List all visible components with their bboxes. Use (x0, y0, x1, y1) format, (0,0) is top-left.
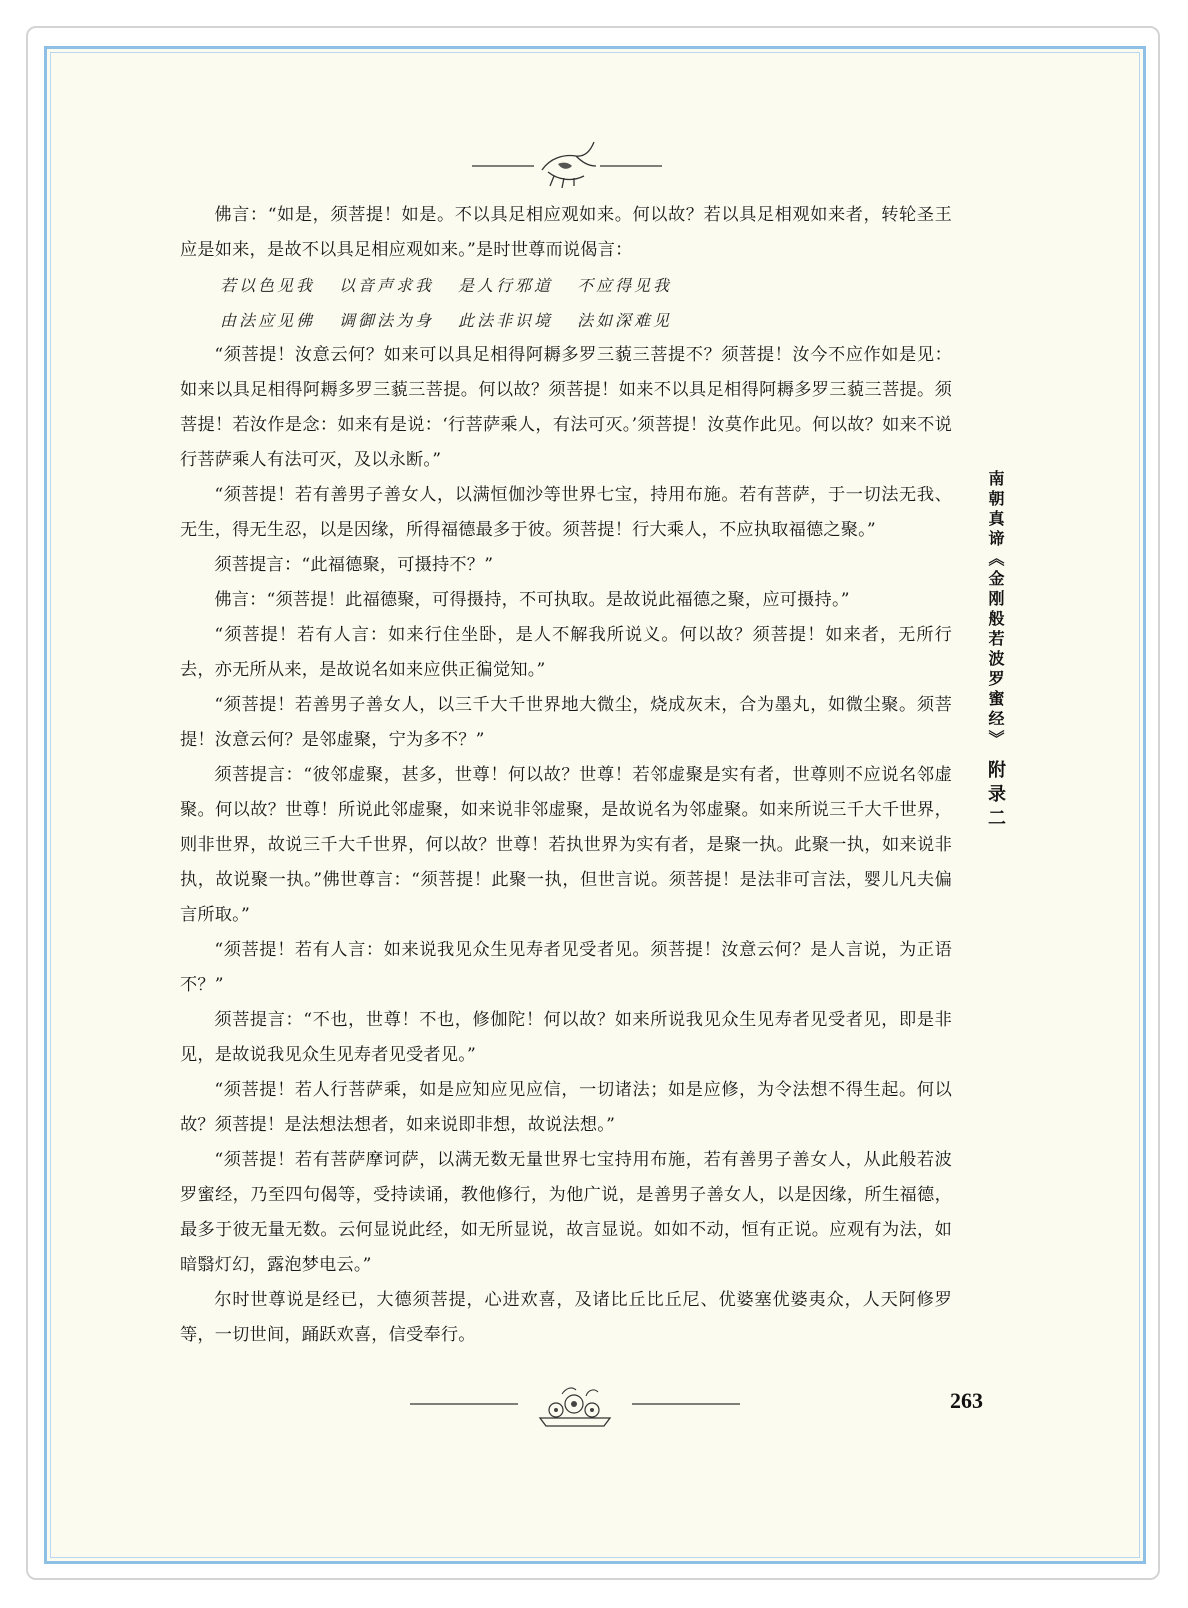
paragraph: “须菩提！若有人言：如来说我见众生见寿者见受者见。须菩提！汝意云何？是人言说，为正语不？” (180, 940, 952, 995)
main-text (180, 198, 952, 1353)
verse-line (180, 303, 952, 338)
verse-phrase: 调御法为身 (339, 311, 435, 330)
hand-ornament-icon (472, 136, 662, 192)
flower-basket-ornament-icon (410, 1380, 740, 1430)
page-number: 263 (950, 1388, 983, 1413)
verse-phrase: 是人行邪道 (458, 276, 554, 295)
paragraph: “须菩提！若有人言：如来行住坐卧，是人不解我所说义。何以故？须菩提！如来者，无所行去，亦无所从来，是故说名如来应供正徧觉知。” (180, 625, 952, 680)
paragraph: 须菩提言：“不也，世尊！不也，修伽陀！何以故？如来所说我见众生见寿者见受者见，即是非见，是故说我见众生见寿者见受者见。” (180, 1010, 952, 1065)
verse-line (180, 268, 952, 303)
verse-phrase: 由法应见佛 (220, 311, 316, 330)
paragraph: 须菩提言：“彼邻虚聚，甚多，世尊！何以故？世尊！若邻虚聚是实有者，世尊则不应说名邻虚聚。何以故？世尊！所说此邻虚聚，如来说非邻虚聚，是故说名为邻虚聚。如来所说三千大千世界，则非世界，故说三千大千世界，何以故？世尊！若执世界为实有者，是聚一执。此聚一执，如来说非执，故说聚一执。”佛世尊言：“须菩提！此聚一执，但世言说。须菩提！是法非可言法，婴儿凡夫偏言所取。” (180, 765, 952, 925)
paragraph: “须菩提！若有善男子善女人，以满恒伽沙等世界七宝，持用布施。若有菩萨，于一切法无我、无生，得无生忍，以是因缘，所得福德最多于彼。须菩提！行大乘人，不应执取福德之聚。” (180, 485, 952, 540)
verse-phrase: 不应得见我 (577, 276, 673, 295)
side-appendix-label: 附录二 (985, 760, 1006, 832)
paragraph: “须菩提！若人行菩萨乘，如是应知应见应信，一切诸法；如是应修，为令法想不得生起。何以故？须菩提！是法想法想者，如来说即非想，故说法想。” (180, 1080, 952, 1135)
paragraph: “须菩提！若善男子善女人，以三千大千世界地大微尘，烧成灰末，合为墨丸，如微尘聚。须菩提！汝意云何？是邻虚聚，宁为多不？” (180, 695, 952, 750)
paragraph: “须菩提！汝意云何？如来可以具足相得阿耨多罗三藐三菩提不？须菩提！汝今不应作如是见：如来以具足相得阿耨多罗三藐三菩提。何以故？须菩提！如来不以具足相得阿耨多罗三藐三菩提。须菩提！若汝作是念：如来有是说：‘行菩萨乘人，有法可灭。’须菩提！汝莫作此见。何以故？如来不说行菩萨乘人有法可灭，及以永断。” (180, 345, 952, 470)
verse-phrase: 法如深难见 (577, 311, 673, 330)
verse-phrase: 此法非识境 (458, 311, 554, 330)
paragraph: 尔时世尊说是经已，大德须菩提，心进欢喜，及诸比丘比丘尼、优婆塞优婆夷众，人天阿修罗等，一切世间，踊跃欢喜，信受奉行。 (180, 1290, 952, 1345)
side-book-title: 南朝真谛《金刚般若波罗蜜经》 (986, 470, 1005, 750)
verse-phrase: 若以色见我 (220, 276, 316, 295)
paragraph: 须菩提言：“此福德聚，可摄持不？” (214, 555, 494, 575)
paragraph: 佛言：“如是，须菩提！如是。不以具足相应观如来。何以故？若以具足相观如来者，转轮圣王应是如来，是故不以具足相应观如来。”是时世尊而说偈言： (180, 205, 952, 260)
paragraph: 佛言：“须菩提！此福德聚，可得摄持，不可执取。是故说此福德之聚，应可摄持。” (214, 590, 850, 610)
paragraph: “须菩提！若有菩萨摩诃萨，以满无数无量世界七宝持用布施，若有善男子善女人，从此般若波罗蜜经，乃至四句偈等，受持读诵，教他修行，为他广说，是善男子善女人，以是因缘，所生福德，最多于彼无量无数。云何显说此经，如无所显说，故言显说。如如不动，恒有正说。应观有为法，如暗翳灯幻，露泡梦电云。” (180, 1150, 952, 1275)
verse-phrase: 以音声求我 (339, 276, 435, 295)
